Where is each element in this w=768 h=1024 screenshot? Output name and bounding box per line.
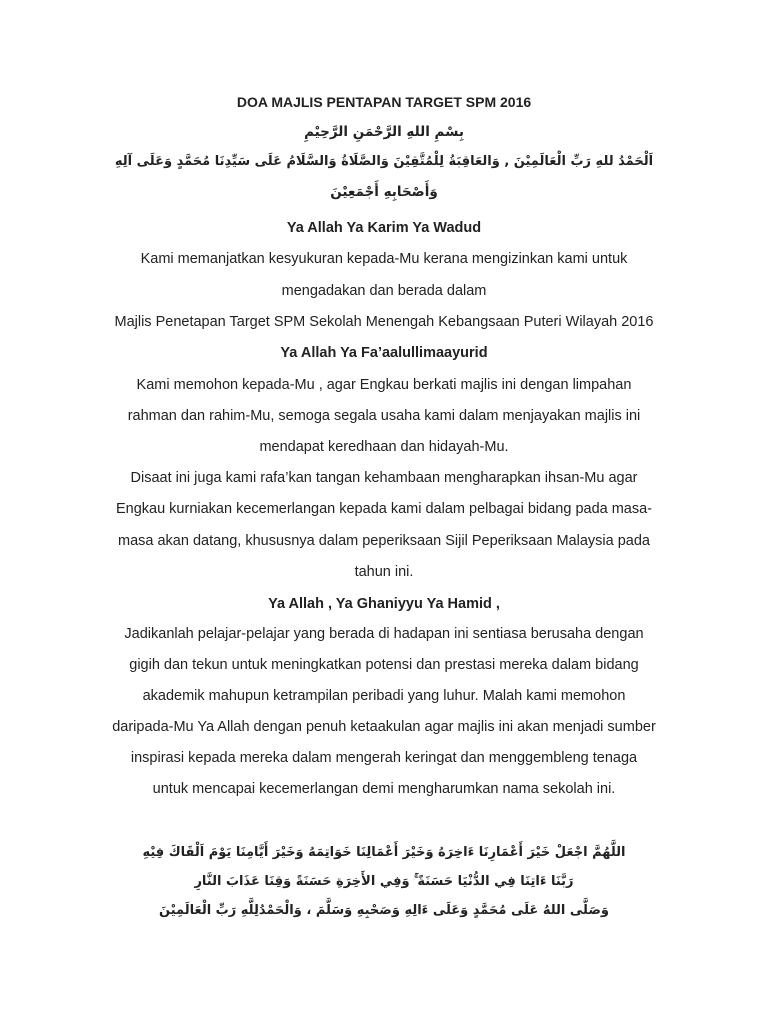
paragraph-4-line-1: Jadikanlah pelajar-pelajar yang berada di hadapan ini sentiasa berusaha dengan <box>124 626 644 642</box>
closing-arabic-line-2: رَبَّنَا ءَاتِنَا فِي الدُّنْيَا حَسَنَةً ۚ وَفِي الأَخِرَةِ حَسَنَةً وَقِنَا عَذَابَ النَّارِ <box>194 874 574 889</box>
closing-arabic-line-3: وَصَلَّى اللهُ عَلَى مُحَمَّدٍ وَعَلَى ءَالِهِ وَصَحْبِهِ وَسَلَّمَ ، وَالْحَمْدُلِلَّهِ رَبِّ الْعَالَمِيْنَ <box>159 903 609 918</box>
paragraph-3-line-1: Disaat ini juga kami rafa’kan tangan kehambaan mengharapkan ihsan-Mu agar <box>130 470 638 486</box>
paragraph-1-line-1: Kami memanjatkan kesyukuran kepada-Mu kerana mengizinkan kami untuk <box>140 251 628 267</box>
document-title: DOA MAJLIS PENTAPAN TARGET SPM 2016 <box>236 94 532 110</box>
paragraph-1-line-3: Majlis Penetapan Target SPM Sekolah Menengah Kebangsaan Puteri Wilayah 2016 <box>114 314 654 330</box>
paragraph-4-line-5: inspirasi kepada mereka dalam mengerah keringat dan menggembleng tenaga <box>130 750 638 766</box>
opening-arabic-line-1: اَلْحَمْدُ للهِ رَبِّ الْعَالَمِيْنَ , وَالعَاقِبَةُ لِلْمُتَّقِيْنَ وَالصَّلَاةُ وَالسَّلَامُ عَلَى سَيِّدِنَا مُحَمَّدٍ وَعَلَى آلِهِ <box>114 154 654 169</box>
paragraph-1-line-2: mengadakan dan berada dalam <box>281 283 487 299</box>
paragraph-4-line-3: akademik mahupun ketrampilan peribadi yang luhur. Malah kami memohon <box>142 688 626 704</box>
heading-3: Ya Allah , Ya Ghaniyyu Ya Hamid , <box>268 596 500 612</box>
paragraph-2-line-2: rahman dan rahim-Mu, semoga segala usaha kami dalam menjayakan majlis ini <box>127 408 641 424</box>
heading-2: Ya Allah Ya Fa’aalullimaayurid <box>280 345 488 361</box>
paragraph-2-line-1: Kami memohon kepada-Mu , agar Engkau berkati majlis ini dengan limpahan <box>136 377 632 393</box>
paragraph-4-line-6: untuk mencapai kecemerlangan demi mengharumkan nama sekolah ini. <box>152 781 616 797</box>
paragraph-2-line-3: mendapat keredhaan dan hidayah-Mu. <box>259 439 509 455</box>
closing-arabic-line-1: اللَّهُمَّ اجْعَلْ خَيْرَ أَعْمَارِنَا ءَاخِرَهُ وَخَيْرَ أَعْمَالِنَا خَوَاتِمَهُ وَخَيْرَ أَيَّامِنَا يَوْمَ اَلْقَاكَ فِيْهِ <box>142 845 626 860</box>
paragraph-3-line-3: masa akan datang, khususnya dalam peperiksaan Sijil Peperiksaan Malaysia pada <box>118 533 650 549</box>
opening-arabic-line-2: وَأَصْحَابِهِ أَجْمَعِيْنَ <box>330 184 438 200</box>
paragraph-3-line-2: Engkau kurniakan kecemerlangan kepada kami dalam pelbagai bidang pada masa- <box>115 501 653 517</box>
heading-1: Ya Allah Ya Karim Ya Wadud <box>286 220 482 236</box>
paragraph-4-line-4: daripada-Mu Ya Allah dengan penuh ketaakulan agar majlis ini akan menjadi sumber <box>112 719 656 735</box>
basmalah-arabic: بِسْمِ اللهِ الرَّحْمَنِ الرَّحِيْمِ <box>304 124 464 140</box>
paragraph-4-line-2: gigih dan tekun untuk meningkatkan potensi dan prestasi mereka dalam bidang <box>129 657 639 673</box>
paragraph-3-line-4: tahun ini. <box>354 564 414 580</box>
